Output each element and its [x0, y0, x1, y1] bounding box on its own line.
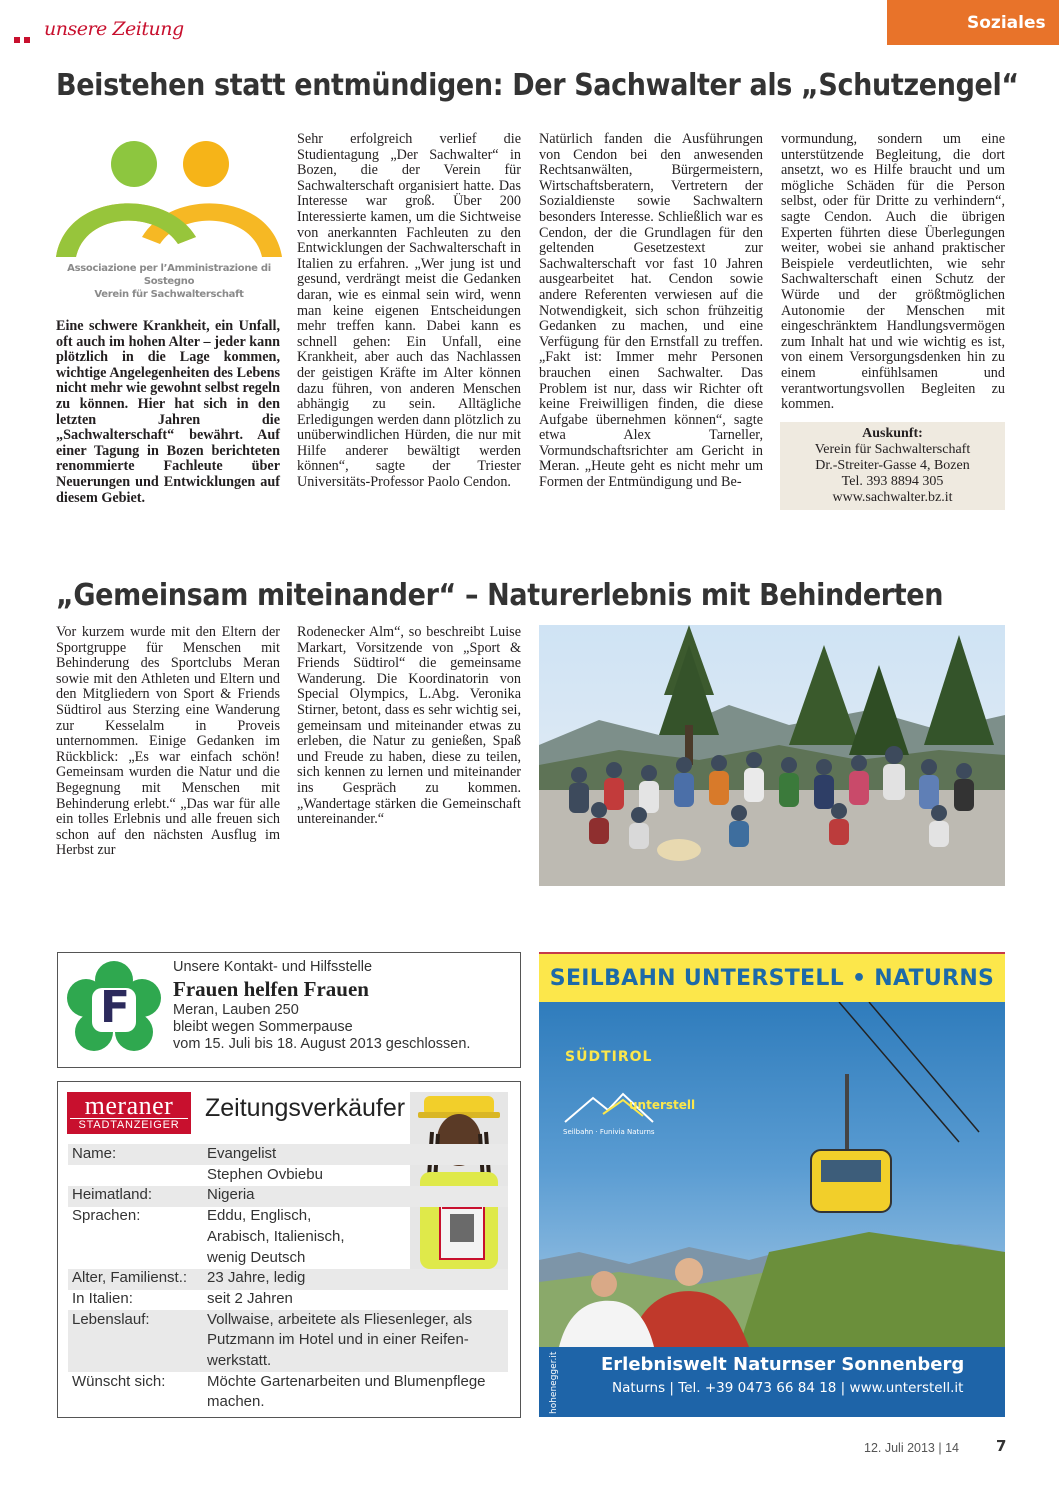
seilbahn-advertisement[interactable] [539, 952, 1005, 1417]
fhf-line: bleibt wegen Sommerpause [173, 1019, 353, 1035]
info-line: Dr.-Streiter-Gasse 4, Bozen [815, 458, 970, 473]
article2-column-1: Vor kurzem wurde mit den Eltern der Sportgruppe für Menschen mit Behinderung des Sportclubs Meran sowie mit den Athleten und Eltern und den Mitgliedern von Sport & Friends Südtirol aus Sterzing eine Wanderung zur Kesselalm in Proveis unternommen. Einige Gedanken im Rückblick: „Es war einfach schön! Gemeinsam wurden die Natur und die Begegnung mit Menschen mit Behinderung erlebt.“ „Das war für alle ein tolles Erlebnis und alle freuen sich schon auf den nächsten Ausflug im Herbst zur [56, 624, 280, 859]
logo-caption [56, 262, 282, 301]
zv-value: Vollwaise, arbeitete als Fliesenleger, als [207, 1310, 473, 1328]
logo-bottom: STADTANZEIGER [70, 1118, 188, 1132]
brand-squares [14, 30, 36, 38]
fhf-line: Meran, Lauben 250 [173, 1002, 299, 1018]
zv-label: Alter, Familienst.: [72, 1269, 188, 1287]
zv-label: Heimatland: [72, 1186, 153, 1204]
zv-value: Arabisch, Italienisch, [207, 1227, 345, 1245]
zv-label: In Italien: [72, 1289, 133, 1307]
article1-column-3: Natürlich fanden die Ausführungen von Cendon bei den anwesenden Rechtsanwälten, Bürgermeistern, Wirtschaftsberatern, Vertretern der Sozialdienste sowie Sachwaltern besonders Interesse. Schließlich war es Cendon, der die Grundlagen für den geltenden Gesetzestext zur Sachwalterschaft vor fast 10 Jahren ausgearbeitet hat. Cendon sowie andere Referenten verwiesen auf die Notwendigkeit, sich schon frühzeitig Gedanken zu machen, und eine Verfügung für den Ernstfall zu treffen. „Fakt ist: Immer mehr Personen brauchen einen Sachwalter. Das Problem ist nur, dass wir Richter oft keine Freiwilligen finden, die diese Aufgabe übernehmen können“, sagte etwa Alex Tarneller, Vormundschaftsrichter am Gericht in Meran. „Heute geht es nicht mehr um Formen der Entmündigung und Be- [539, 131, 763, 491]
footer-date: 12. Juli 2013 | 14 [864, 1441, 959, 1455]
info-link[interactable]: www.sachwalter.bz.it [832, 490, 953, 505]
meraner-stadtanzeiger-logo [67, 1092, 191, 1134]
article1-headline: Beistehen statt entmündigen: Der Sachwalter als „Schutzengel“ [56, 68, 1019, 103]
zv-value: Evangelist [207, 1145, 277, 1162]
zv-value: machen. [207, 1393, 265, 1411]
ad-region: SÜDTIROL [565, 1049, 653, 1065]
zv-label: Name: [72, 1145, 117, 1162]
ad-bottom-title: Erlebniswelt Naturnser Sonnenberg [601, 1354, 965, 1375]
group-photo [539, 625, 1005, 886]
two-persons-logo-icon [56, 132, 282, 262]
fhf-text [173, 959, 470, 1053]
article2-headline: „Gemeinsam miteinander“ – Naturerlebnis mit Behinderten [56, 578, 944, 613]
fhf-line: vom 15. Juli bis 18. August 2013 geschlossen. [173, 1036, 471, 1052]
zv-value: Putzmann im Hotel und in einer Reifen- [207, 1331, 469, 1349]
fhf-intro: Unsere Kontakt- und Hilfsstelle [173, 959, 373, 975]
ad-logo-sub: Seilbahn · Funivia Naturns [563, 1128, 655, 1136]
logo-caption-german: Verein für Sachwalterschaft [94, 289, 244, 300]
ad-side-credit: hohenegger.it [549, 1351, 559, 1414]
zv-value: seit 2 Jahren [207, 1289, 293, 1307]
fhf-flower-logo [64, 960, 164, 1060]
info-box [780, 422, 1005, 510]
ad-contact[interactable]: Naturns | Tel. +39 0473 66 84 18 | www.unterstell.it [612, 1380, 964, 1396]
ad-logo-text: unterstell [629, 1098, 696, 1112]
page-number: 7 [996, 1437, 1007, 1455]
section-tab: Soziales [887, 0, 1059, 45]
zv-value: werkstatt. [207, 1352, 272, 1369]
publication-brand: unsere Zeitung [44, 18, 184, 40]
zv-label: Wünscht sich: [72, 1372, 166, 1390]
valley-landscape-icon [539, 1002, 1005, 1347]
ad-title: SEILBAHN UNTERSTELL • NATURNS [549, 966, 995, 991]
zv-value: 23 Jahre, ledig [207, 1269, 306, 1287]
zv-label: Lebenslauf: [72, 1310, 150, 1328]
fhf-title: Frauen helfen Frauen [173, 977, 369, 1001]
article1-column-4: vormundung, sondern um eine unterstützende Begleitung, die dort ansetzt, wo es Hilfe braucht und um mögliche Schäden für die Person selbst, oder für Dritte zu verhindern“, sagte Cendon. Auch die übrigen Experten führten diese Überlegungen weiter, wobei sie anhand praktischer Beispiele verdeutlichten, wie sehr Sachwalterschaft einen Schutz der Würde und der größtmöglichen Autonomie der Menschen mit eingeschränktem Handlungsvermögen zum Inhalt hat und wie wichtig es ist, von einem Versorgungsdenken hin zu einem einfühlsamen und verantwortungsvollen Begleiten zu kommen. [781, 131, 1005, 413]
article1-column-2: Sehr erfolgreich verlief die Studientagung „Der Sachwalter“ in Bozen, die der Verein für Sachwalterschaft organisiert hatte. Das Interesse war groß. Über 200 Interessierte kamen, um die Sichtweise von anerkannten Fachleuten zu den Entwicklungen der Sachwalterschaft in Italien zu erfahren. „Wer jung ist und gesund, verdrängt meist die Gedanken daran, wie es einmal sein wird, wenn man keine eigenen Entscheidungen mehr treffen kann. Dabei kann es schnell gehen: Ein Unfall, eine Krankheit, aber auch das Nachlassen der geistigen Kräfte im Alter können dazu führen, von anderen Menschen abhängig zu sein. Alltägliche Erledigungen werden dann plötzlich zu unüberwindlichen Hürden, die nur mit Hilfe anderer bewältigt werden können“, sagte der Triester Universitäts-Professor Paolo Cendon. [297, 131, 521, 491]
group-hike-photo-icon [539, 625, 1005, 886]
fhf-logo-letter: F [99, 982, 131, 1033]
zv-title: Zeitungsverkäufer [205, 1094, 406, 1122]
info-line: Verein für Sachwalterschaft [814, 442, 971, 457]
info-title: Auskunft: [862, 426, 923, 441]
article1-lead: Eine schwere Krankheit, ein Unfall, oft auch im hohen Alter – jeder kann plötzlich in die Lage kommen, wichtige Angelegenheiten des Lebens nicht mehr wie gewohnt selbst regeln zu können. Hier hat sich in den letzten Jahren die „Sachwalterschaft“ bewährt. Auf einer Tagung in Bozen berichteten renommierte Fachleute über Neuerungen und Entwicklungen auf diesem Gebiet. [56, 318, 280, 506]
zv-value: Nigeria [207, 1186, 255, 1204]
zv-value: Möchte Gartenarbeiten und Blumenpflege [207, 1372, 486, 1390]
ad-bottom-bar [539, 1347, 1005, 1417]
logo-caption-italian: Associazione per l’Amministrazione di Sostegno [67, 263, 271, 287]
zv-value: wenig Deutsch [207, 1248, 306, 1266]
ad-top-bar [539, 952, 1005, 1002]
zv-value: Eddu, Englisch, [207, 1207, 312, 1225]
zv-label: Sprachen: [72, 1207, 141, 1225]
article2-column-2: Rodenecker Alm“, so beschreibt Luise Markart, Vorsitzende von „Sport & Friends Südtirol“ die gemeinsame Wanderung. Die Koordinatorin von Special Olympics, L.Abg. Veronika Stirner, betont, dass es sehr wichtig sei, gemeinsam und miteinander etwas zu erleben, die Natur zu genießen, Spaß und Freude zu haben, diese zu teilen, sich kennen zu lernen und miteinander ins Gespräch zu kommen. „Wandertage stärken die Gemeinschaft untereinander.“ [297, 624, 521, 828]
logo-top: meraner [84, 1091, 174, 1120]
zv-value: Stephen Ovbiebu [207, 1165, 323, 1183]
info-line: Tel. 393 8894 305 [841, 474, 944, 489]
